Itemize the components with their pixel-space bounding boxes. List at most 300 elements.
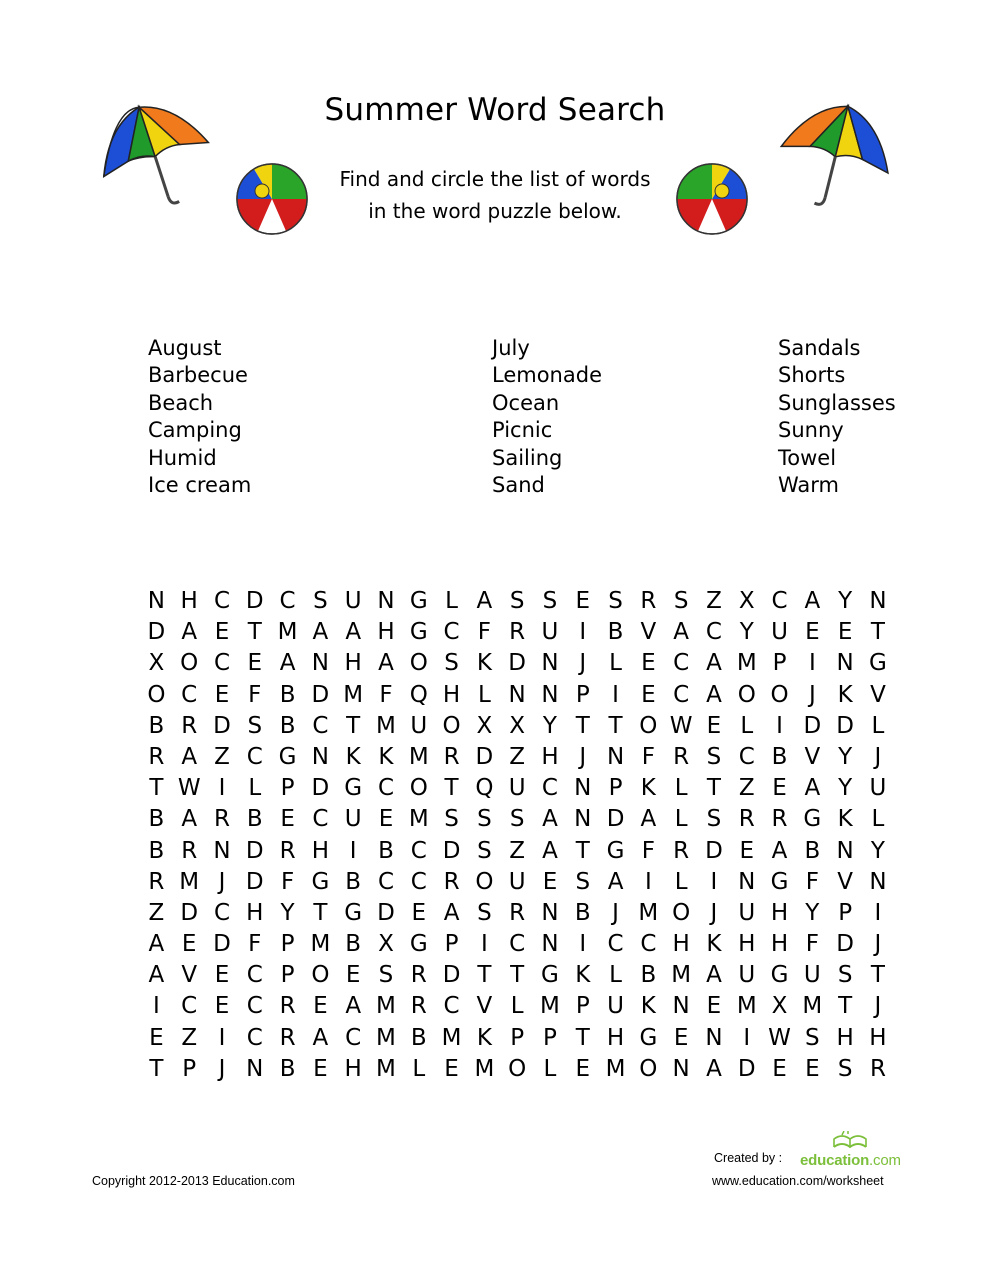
puzzle-letter: T xyxy=(477,962,492,989)
puzzle-letter: U xyxy=(869,775,887,802)
puzzle-letter: O xyxy=(442,712,461,739)
puzzle-letter: C xyxy=(509,931,526,958)
puzzle-letter: F xyxy=(248,681,262,708)
puzzle-letter: A xyxy=(706,962,722,989)
puzzle-letter: X xyxy=(509,712,526,739)
puzzle-letter: T xyxy=(313,899,328,926)
puzzle-letter: S xyxy=(608,588,623,614)
puzzle-letter: R xyxy=(673,743,690,770)
puzzle-letter: U xyxy=(738,962,756,989)
puzzle-letter: C xyxy=(213,650,231,677)
puzzle-letter: A xyxy=(804,588,821,614)
puzzle-letter: L xyxy=(609,650,622,677)
puzzle-letter: E xyxy=(313,1055,328,1082)
puzzle-letter: A xyxy=(181,806,198,833)
puzzle-letter: G xyxy=(344,899,363,926)
puzzle-letter: S xyxy=(477,899,492,926)
puzzle-letter: O xyxy=(639,712,658,739)
puzzle-letter: N xyxy=(672,1055,690,1082)
puzzle-row xyxy=(140,586,894,617)
puzzle-letter: C xyxy=(246,962,263,989)
puzzle-letter: N xyxy=(541,899,559,926)
puzzle-letter: I xyxy=(579,931,587,958)
puzzle-letter: M xyxy=(671,962,692,989)
puzzle-row xyxy=(140,867,894,898)
puzzle-letter: S xyxy=(837,1055,853,1082)
puzzle-letter: E xyxy=(641,681,656,708)
word-item: Sunny xyxy=(778,418,844,443)
puzzle-letter: D xyxy=(803,712,822,739)
puzzle-letter: U xyxy=(344,806,362,833)
puzzle-letter: T xyxy=(870,619,885,646)
puzzle-letter: V xyxy=(476,993,493,1020)
puzzle-letter: A xyxy=(378,650,394,677)
puzzle-letter: G xyxy=(409,931,428,958)
puzzle-letter: U xyxy=(508,775,526,802)
puzzle-letter: K xyxy=(837,806,853,833)
puzzle-letter: Z xyxy=(706,588,722,614)
puzzle-letter: I xyxy=(480,931,488,958)
puzzle-letter: H xyxy=(344,1055,362,1082)
puzzle-letter: J xyxy=(218,868,226,895)
puzzle-letter: G xyxy=(606,837,625,864)
puzzle-row xyxy=(140,929,894,960)
puzzle-letter: E xyxy=(214,962,230,989)
copyright-text: Copyright 2012-2013 Education.com xyxy=(92,1174,295,1188)
puzzle-letter: M xyxy=(408,806,429,833)
word-item: Picnic xyxy=(492,418,553,443)
puzzle-row xyxy=(140,836,894,867)
word-item: Sandals xyxy=(778,336,861,360)
puzzle-letter: C xyxy=(246,993,263,1020)
puzzle-letter: B xyxy=(378,837,394,864)
puzzle-row xyxy=(140,1054,894,1085)
puzzle-letter: L xyxy=(871,712,885,739)
puzzle-letter: O xyxy=(770,681,789,708)
puzzle-letter: N xyxy=(574,775,592,802)
puzzle-letter: P xyxy=(772,650,787,677)
word-item: Towel xyxy=(778,445,837,470)
puzzle-letter: P xyxy=(608,775,623,802)
puzzle-letter: M xyxy=(802,993,823,1020)
puzzle-letter: F xyxy=(477,619,491,646)
puzzle-letter: V xyxy=(804,743,821,770)
puzzle-letter: Y xyxy=(542,712,557,739)
puzzle-letter: R xyxy=(869,1055,886,1082)
puzzle-letter: Z xyxy=(509,837,526,864)
puzzle-letter: R xyxy=(640,588,657,614)
puzzle-letter: G xyxy=(639,1024,658,1051)
puzzle-letter: K xyxy=(706,931,722,958)
puzzle-letter: C xyxy=(246,743,263,770)
puzzle-letter: N xyxy=(541,650,559,677)
puzzle-letter: W xyxy=(669,712,693,739)
puzzle-letter: K xyxy=(837,681,853,708)
puzzle-letter: S xyxy=(247,712,263,739)
puzzle-letter: Y xyxy=(870,837,885,864)
puzzle-letter: O xyxy=(737,681,756,708)
puzzle-letter: B xyxy=(804,837,821,864)
puzzle-letter: D xyxy=(475,743,494,770)
puzzle-letter: N xyxy=(147,588,165,614)
puzzle-letter: L xyxy=(871,806,885,833)
puzzle-letter: Y xyxy=(838,775,853,802)
puzzle-letter: K xyxy=(378,743,394,770)
puzzle-letter: S xyxy=(313,588,328,614)
puzzle-letter: C xyxy=(377,775,394,802)
puzzle-letter: M xyxy=(277,619,298,646)
puzzle-letter: O xyxy=(311,962,330,989)
puzzle-letter: L xyxy=(543,1055,557,1082)
puzzle-letter: R xyxy=(410,993,427,1020)
puzzle-letter: O xyxy=(409,775,428,802)
puzzle-letter: A xyxy=(312,619,329,646)
puzzle-letter: G xyxy=(278,743,297,770)
puzzle-letter: J xyxy=(874,931,882,958)
puzzle-letter: C xyxy=(640,931,657,958)
puzzle-letter: L xyxy=(609,962,622,989)
puzzle-letter: J xyxy=(579,650,587,677)
puzzle-letter: P xyxy=(280,775,295,802)
puzzle-letter: A xyxy=(443,899,460,926)
puzzle-letter: T xyxy=(706,775,721,802)
logo-text: education xyxy=(800,1152,870,1169)
puzzle-letter: P xyxy=(182,1055,197,1082)
puzzle-letter: E xyxy=(313,993,328,1020)
puzzle-letter: N xyxy=(541,681,559,708)
puzzle-row xyxy=(140,773,894,804)
puzzle-letter: A xyxy=(542,837,558,864)
puzzle-letter: U xyxy=(803,962,821,989)
puzzle-letter: A xyxy=(542,806,558,833)
instructions-line: Find and circle the list of words xyxy=(339,167,651,191)
puzzle-letter: C xyxy=(213,588,231,614)
puzzle-letter: S xyxy=(805,1024,820,1051)
puzzle-letter: N xyxy=(869,588,887,614)
puzzle-letter: B xyxy=(279,1055,296,1082)
puzzle-letter: B xyxy=(607,619,624,646)
puzzle-letter: T xyxy=(870,962,885,989)
puzzle-letter: G xyxy=(803,806,822,833)
puzzle-letter: H xyxy=(738,931,756,958)
puzzle-letter: D xyxy=(606,806,625,833)
puzzle-letter: C xyxy=(607,931,624,958)
puzzle-letter: A xyxy=(148,962,165,989)
puzzle-letter: F xyxy=(248,931,262,958)
puzzle-letter: Y xyxy=(838,588,853,614)
puzzle-letter: D xyxy=(377,899,395,926)
puzzle-letter: A xyxy=(640,806,657,833)
word-item: Ocean xyxy=(492,390,560,415)
puzzle-letter: Q xyxy=(409,681,428,708)
puzzle-letter: C xyxy=(443,619,460,646)
puzzle-letter: J xyxy=(579,743,587,770)
beach-ball-icon xyxy=(234,161,310,237)
puzzle-letter: S xyxy=(477,806,492,833)
puzzle-letter: I xyxy=(776,712,783,739)
puzzle-letter: H xyxy=(770,931,789,958)
puzzle-letter: F xyxy=(805,931,819,958)
puzzle-letter: N xyxy=(606,743,625,770)
puzzle-letter: T xyxy=(575,1024,590,1051)
puzzle-letter: Y xyxy=(280,899,295,926)
puzzle-letter: J xyxy=(612,899,619,926)
puzzle-row xyxy=(140,648,894,679)
puzzle-letter: T xyxy=(346,712,361,739)
puzzle-letter: K xyxy=(345,743,361,770)
word-item: July xyxy=(492,336,530,360)
word-item: Shorts xyxy=(778,363,846,388)
puzzle-letter: I xyxy=(612,681,619,708)
puzzle-letter: T xyxy=(608,712,623,739)
puzzle-letter: X xyxy=(378,931,394,958)
puzzle-letter: C xyxy=(541,775,558,802)
puzzle-letter: L xyxy=(445,588,458,614)
puzzle-letter: Y xyxy=(739,619,754,646)
puzzle-letter: E xyxy=(805,619,820,646)
puzzle-letter: V xyxy=(837,868,853,895)
puzzle-letter: M xyxy=(179,868,200,895)
puzzle-letter: F xyxy=(805,868,819,895)
puzzle-letter: E xyxy=(345,962,361,989)
puzzle-letter: E xyxy=(837,619,853,646)
puzzle-letter: A xyxy=(476,588,493,614)
puzzle-letter: U xyxy=(607,993,624,1020)
education-logo xyxy=(800,1131,901,1171)
puzzle-letter: I xyxy=(710,868,718,895)
puzzle-letter: E xyxy=(214,619,230,646)
puzzle-letter: N xyxy=(246,1055,264,1082)
puzzle-letter: N xyxy=(311,650,329,677)
puzzle-letter: L xyxy=(477,681,491,708)
puzzle-letter: K xyxy=(476,1024,492,1051)
puzzle-letter: H xyxy=(311,837,330,864)
puzzle-letter: S xyxy=(706,743,722,770)
puzzle-letter: I xyxy=(218,775,226,802)
puzzle-letter: R xyxy=(443,868,460,895)
puzzle-letter: J xyxy=(874,743,882,770)
puzzle-letter: D xyxy=(245,588,264,614)
puzzle-letter: E xyxy=(214,993,230,1020)
puzzle-letter: E xyxy=(444,1055,459,1082)
puzzle-letter: A xyxy=(673,619,690,646)
puzzle-letter: J xyxy=(808,681,816,708)
puzzle-letter: N xyxy=(836,837,854,864)
puzzle-letter: P xyxy=(575,681,590,708)
puzzle-letter: N xyxy=(213,837,231,864)
puzzle-letter: G xyxy=(869,650,887,677)
puzzle-letter: C xyxy=(673,681,690,708)
puzzle-letter: I xyxy=(644,868,652,895)
puzzle-letter: A xyxy=(607,868,624,895)
puzzle-letter: F xyxy=(641,743,655,770)
puzzle-letter: D xyxy=(737,1055,756,1082)
puzzle-letter: D xyxy=(442,837,461,864)
word-item: Beach xyxy=(148,390,214,415)
puzzle-letter: D xyxy=(836,712,854,739)
puzzle-letter: E xyxy=(772,1055,787,1082)
page-title: Summer Word Search xyxy=(324,92,666,128)
puzzle-letter: B xyxy=(771,743,788,770)
puzzle-letter: V xyxy=(870,681,886,708)
puzzle-letter: A xyxy=(771,837,788,864)
puzzle-letter: W xyxy=(177,775,201,802)
puzzle-letter: C xyxy=(377,868,394,895)
word-item: Humid xyxy=(148,445,217,470)
puzzle-letter: P xyxy=(280,931,295,958)
puzzle-letter: P xyxy=(575,993,590,1020)
puzzle-letter: A xyxy=(706,650,722,677)
puzzle-row xyxy=(140,680,894,711)
puzzle-letter: L xyxy=(674,868,688,895)
puzzle-letter: N xyxy=(541,931,559,958)
puzzle-letter: U xyxy=(541,619,559,646)
puzzle-letter: I xyxy=(874,899,882,926)
puzzle-letter: N xyxy=(377,588,395,614)
puzzle-letter: Q xyxy=(475,775,494,802)
puzzle-letter: T xyxy=(510,962,525,989)
puzzle-letter: I xyxy=(218,1024,226,1051)
puzzle-letter: I xyxy=(349,837,357,864)
puzzle-letter: A xyxy=(706,1055,722,1082)
puzzle-letter: Z xyxy=(738,775,755,802)
puzzle-letter: A xyxy=(345,619,362,646)
puzzle-letter: M xyxy=(376,993,396,1020)
puzzle-letter: L xyxy=(412,1055,426,1082)
puzzle-letter: S xyxy=(706,806,722,833)
puzzle-letter: M xyxy=(736,993,757,1020)
puzzle-letter: C xyxy=(181,993,198,1020)
puzzle-letter: E xyxy=(641,650,656,677)
puzzle-row xyxy=(140,617,894,648)
puzzle-row xyxy=(140,804,894,835)
puzzle-letter: M xyxy=(343,681,364,708)
puzzle-letter: N xyxy=(672,993,690,1020)
puzzle-letter: R xyxy=(738,806,755,833)
puzzle-letter: T xyxy=(575,837,590,864)
puzzle-letter: S xyxy=(575,868,591,895)
puzzle-letter: P xyxy=(280,962,295,989)
puzzle-row xyxy=(140,898,894,929)
puzzle-letter: C xyxy=(246,1024,263,1051)
puzzle-letter: E xyxy=(706,712,722,739)
puzzle-letter: M xyxy=(376,1055,396,1082)
puzzle-letter: J xyxy=(874,993,882,1020)
puzzle-letter: E xyxy=(673,1024,689,1051)
puzzle-letter: S xyxy=(509,588,525,614)
puzzle-letter: B xyxy=(148,806,165,833)
puzzle-letter: T xyxy=(838,993,853,1020)
puzzle-letter: C xyxy=(443,993,460,1020)
puzzle-letter: A xyxy=(181,619,198,646)
puzzle-letter: R xyxy=(148,868,165,895)
puzzle-letter: T xyxy=(247,619,262,646)
puzzle-letter: C xyxy=(410,837,427,864)
puzzle-letter: D xyxy=(508,650,527,677)
puzzle-letter: U xyxy=(738,899,756,926)
puzzle-letter: H xyxy=(246,899,264,926)
word-list-column-3 xyxy=(778,335,896,499)
puzzle-letter: M xyxy=(474,1055,495,1082)
puzzle-letter: I xyxy=(153,993,160,1020)
puzzle-letter: D xyxy=(213,931,231,958)
puzzle-letter: N xyxy=(311,743,329,770)
puzzle-letter: R xyxy=(181,837,198,864)
word-item: Camping xyxy=(148,418,242,443)
puzzle-letter: R xyxy=(279,837,296,864)
puzzle-letter: E xyxy=(149,1024,164,1051)
puzzle-letter: S xyxy=(509,806,525,833)
puzzle-letter: G xyxy=(770,962,789,989)
puzzle-letter: E xyxy=(706,993,722,1020)
puzzle-letter: C xyxy=(213,899,231,926)
puzzle-letter: A xyxy=(804,775,821,802)
puzzle-letter: P xyxy=(543,1024,557,1051)
puzzle-letter: D xyxy=(442,962,461,989)
puzzle-letter: C xyxy=(312,806,329,833)
puzzle-letter: S xyxy=(378,962,394,989)
puzzle-letter: T xyxy=(149,1055,164,1082)
puzzle-letter: F xyxy=(379,681,393,708)
puzzle-letter: C xyxy=(181,681,198,708)
puzzle-letter: B xyxy=(148,837,165,864)
word-list-column-2 xyxy=(492,335,602,499)
puzzle-letter: R xyxy=(509,899,526,926)
puzzle-letter: K xyxy=(575,962,591,989)
puzzle-letter: P xyxy=(444,931,459,958)
puzzle-letter: L xyxy=(510,993,524,1020)
puzzle-letter: H xyxy=(672,931,690,958)
puzzle-letter: C xyxy=(410,868,427,895)
puzzle-letter: D xyxy=(705,837,723,864)
puzzle-letter: G xyxy=(541,962,559,989)
puzzle-letter: S xyxy=(837,962,853,989)
puzzle-letter: S xyxy=(542,588,558,614)
word-item: Barbecue xyxy=(148,363,248,388)
logo-suffix: .com xyxy=(869,1152,901,1169)
puzzle-letter: O xyxy=(508,1055,527,1082)
puzzle-letter: R xyxy=(148,743,165,770)
puzzle-letter: O xyxy=(180,650,199,677)
puzzle-row xyxy=(140,1023,894,1054)
puzzle-letter: N xyxy=(574,806,592,833)
word-item: Sailing xyxy=(492,445,563,470)
puzzle-letter: H xyxy=(869,1024,887,1051)
word-item: August xyxy=(148,336,222,360)
puzzle-letter: Z xyxy=(214,743,230,770)
puzzle-letter: H xyxy=(541,743,559,770)
puzzle-letter: R xyxy=(509,619,526,646)
puzzle-letter: C xyxy=(312,712,329,739)
puzzle-letter: R xyxy=(181,712,198,739)
puzzle-letter: R xyxy=(443,743,460,770)
puzzle-letter: L xyxy=(248,775,262,802)
word-item: Sand xyxy=(492,473,545,498)
puzzle-letter: D xyxy=(213,712,231,739)
puzzle-letter: D xyxy=(147,619,166,646)
puzzle-letter: A xyxy=(345,993,362,1020)
book-icon xyxy=(830,1131,870,1153)
puzzle-letter: Z xyxy=(509,743,526,770)
puzzle-letter: N xyxy=(738,868,756,895)
word-item: Ice cream xyxy=(148,473,252,498)
puzzle-letter: E xyxy=(214,681,230,708)
puzzle-letter: D xyxy=(180,899,199,926)
puzzle-letter: N xyxy=(508,681,526,708)
puzzle-letter: G xyxy=(409,588,428,614)
puzzle-letter: U xyxy=(410,712,428,739)
puzzle-letter: N xyxy=(705,1024,723,1051)
